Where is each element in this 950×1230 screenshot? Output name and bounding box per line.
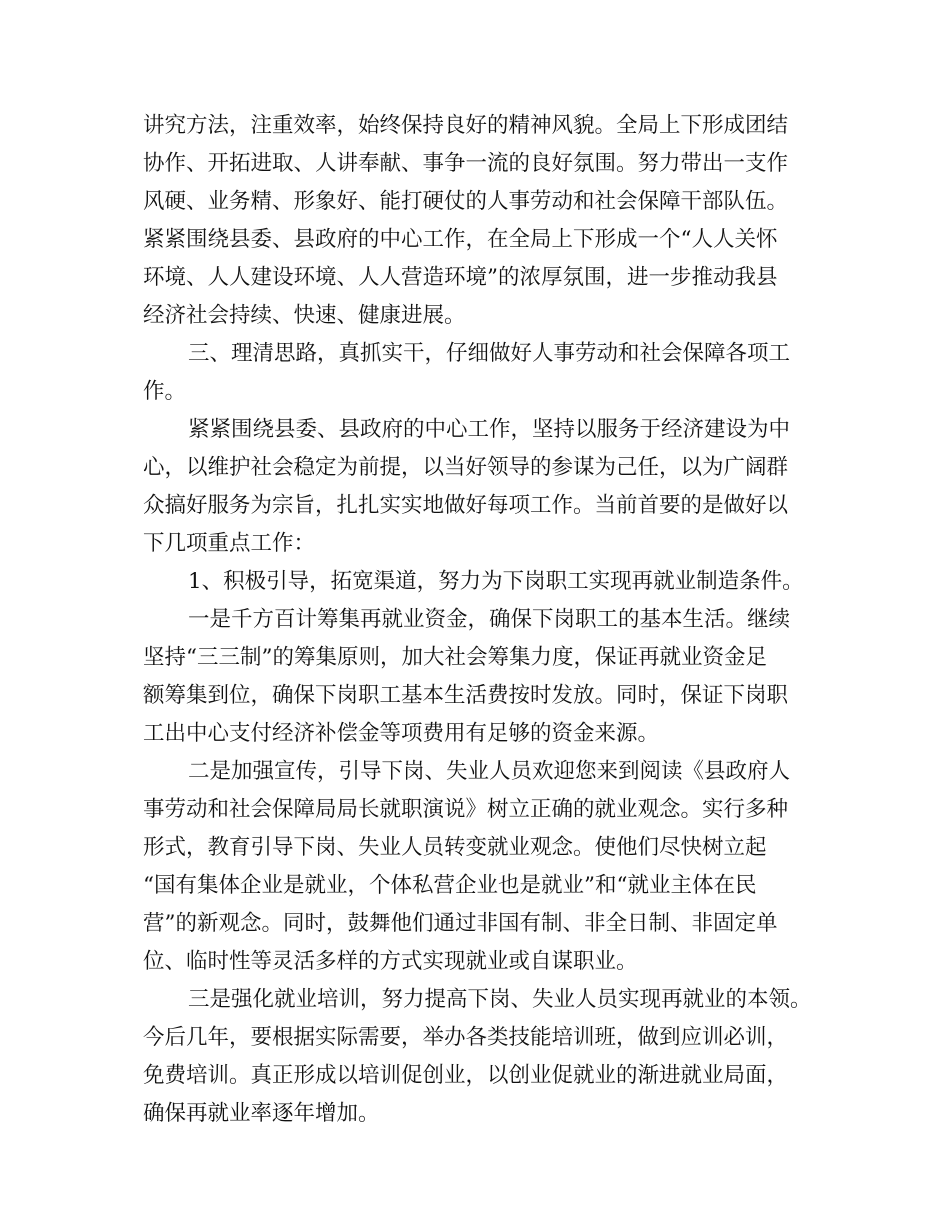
section-heading: 三、理清思路，真抓实干，仔细做好人事劳动和社会保障各项工 (188, 341, 791, 366)
text-line: 确保再就业率逐年增加。 (143, 1101, 380, 1126)
text-line: 坚持“三三制”的筹集原则，加大社会筹集力度，保证再就业资金足 (143, 645, 767, 670)
text-line: 心，以维护社会稳定为前提，以当好领导的参谋为己任，以为广阔群 (143, 455, 789, 480)
text-line: “国有集体企业是就业，个体私营企业也是就业”和“就业主体在民 (143, 873, 757, 898)
text-line: 讲究方法，注重效率，始终保持良好的精神风貌。全局上下形成团结 (143, 113, 789, 138)
text-line: 环境、人人建设环境、人人营造环境”的浓厚氛围，进一步推动我县 (143, 265, 778, 290)
text-line: 工出中心支付经济补偿金等项费用有足够的资金来源。 (143, 721, 660, 746)
paragraph-first-line: 三是强化就业培训，努力提高下岗、失业人员实现再就业的本领。 (188, 987, 812, 1012)
paragraph-first-line: 紧紧围绕县委、县政府的中心工作，坚持以服务于经济建设为中 (188, 417, 791, 442)
text-line: 协作、开拓进取、人讲奉献、事争一流的良好氛围。努力带出一支作 (143, 151, 789, 176)
text-line: 营”的新观念。同时，鼓舞他们通过非国有制、非全日制、非固定单 (143, 911, 778, 936)
text-line: 今后几年，要根据实际需要，举办各类技能培训班，做到应训必训， (143, 1025, 789, 1050)
text-line: 位、临时性等灵活多样的方式实现就业或自谋职业。 (143, 949, 638, 974)
text-line: 众搞好服务为宗旨，扎扎实实地做好每项工作。当前首要的是做好以 (143, 493, 789, 518)
text-line: 形式，教育引导下岗、失业人员转变就业观念。使他们尽快树立起 (143, 835, 767, 860)
text-line: 免费培训。真正形成以培训促创业，以创业促就业的渐进就业局面， (143, 1063, 789, 1088)
text-line: 经济社会持续、快速、健康进展。 (143, 303, 466, 328)
text-line: 紧紧围绕县委、县政府的中心工作，在全局上下形成一个“人人关怀 (143, 227, 778, 252)
text-line: 事劳动和社会保障局局长就职演说》树立正确的就业观念。实行多种 (143, 797, 789, 822)
text-line: 额筹集到位，确保下岗职工基本生活费按时发放。同时，保证下岗职 (143, 683, 789, 708)
subsection-heading: 1、积极引导，拓宽渠道，努力为下岗职工实现再就业制造条件。 (188, 569, 804, 594)
text-line: 下几项重点工作： (143, 531, 316, 556)
section-heading-continued: 作。 (143, 379, 187, 404)
text-line: 风硬、业务精、形象好、能打硬仗的人事劳动和社会保障干部队伍。 (143, 189, 789, 214)
paragraph-first-line: 一是千方百计筹集再就业资金，确保下岗职工的基本生活。继续 (188, 607, 791, 632)
paragraph-first-line: 二是加强宣传，引导下岗、失业人员欢迎您来到阅读《县政府人 (188, 759, 791, 784)
